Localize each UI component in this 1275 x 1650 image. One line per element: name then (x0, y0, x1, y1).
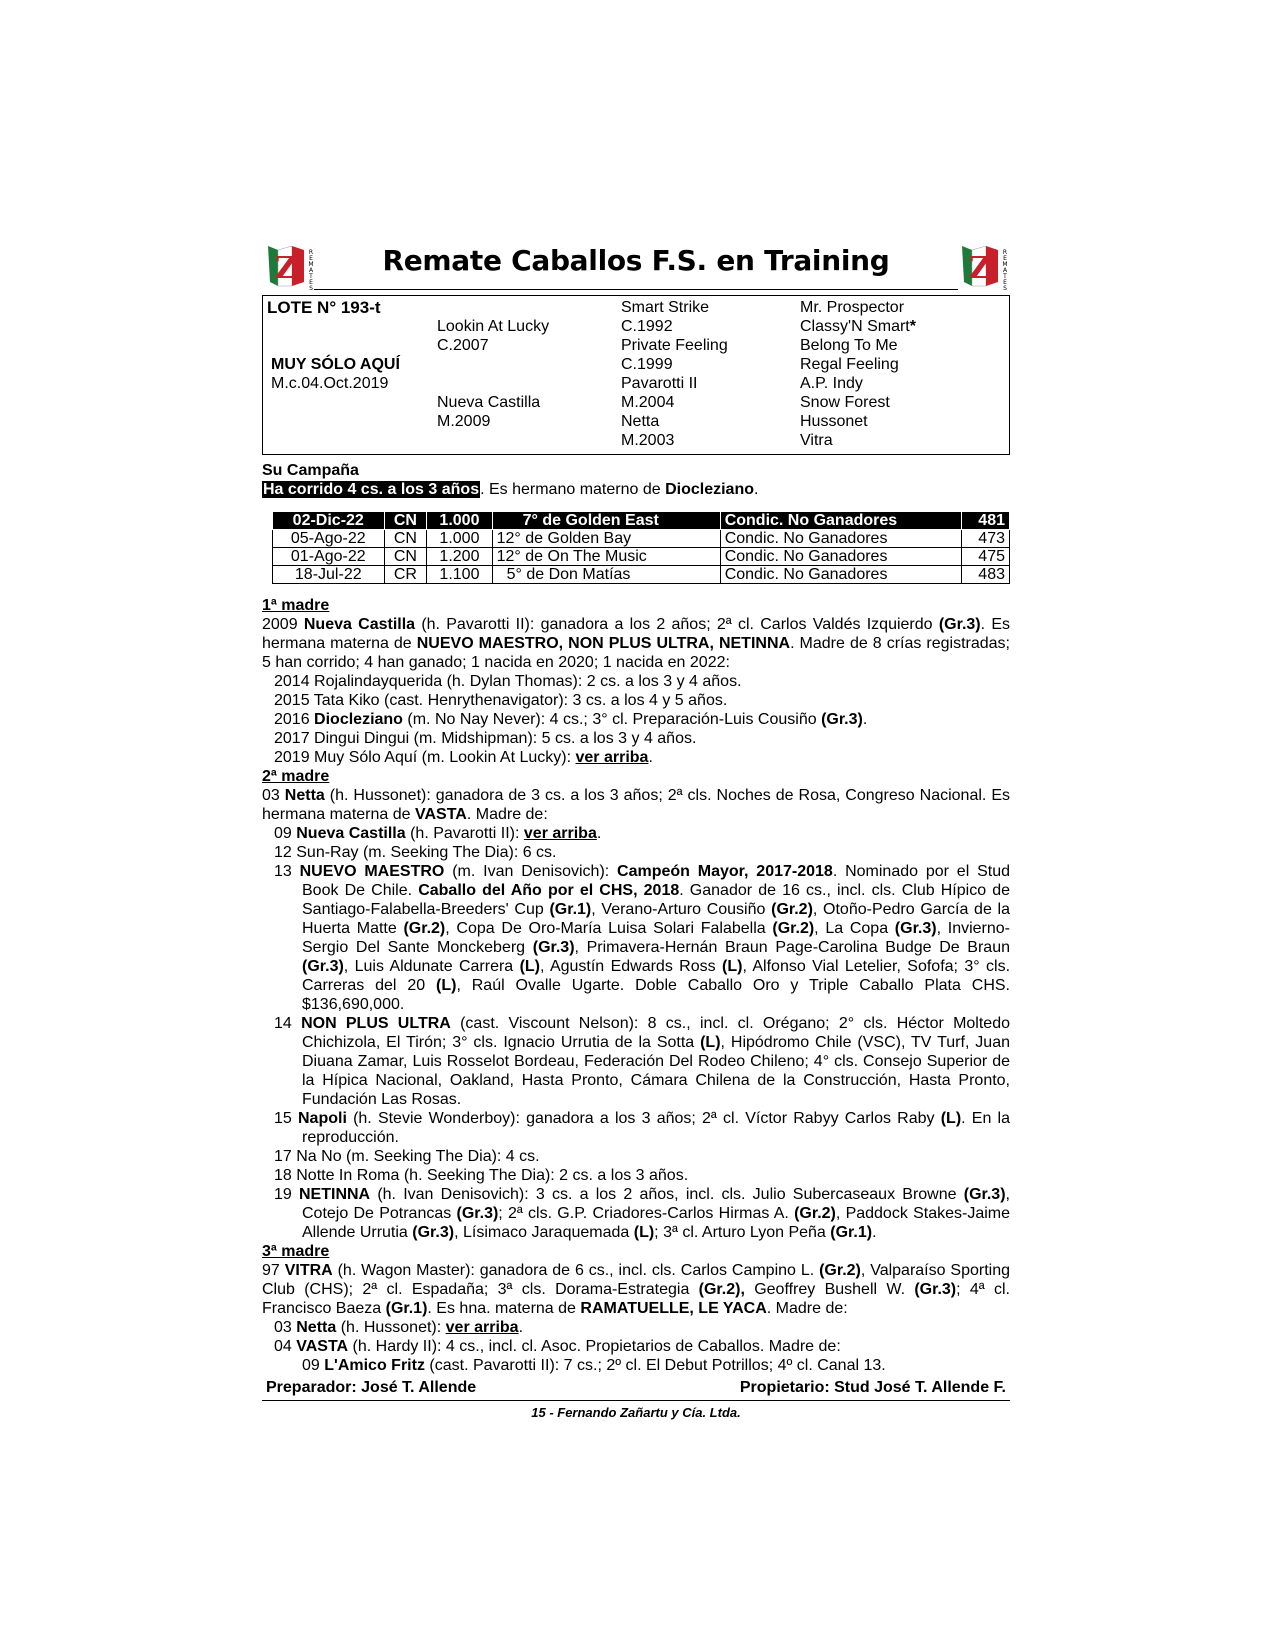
text-segment: . (648, 749, 653, 766)
bold-segment: (Gr.2), (698, 1281, 745, 1298)
pedigree-entry: Belong To Me (800, 337, 898, 354)
zanartu-logo-icon (958, 242, 1010, 290)
text-segment: (m. Ivan Denisovich): (444, 863, 618, 880)
text-segment: , Alfonso Vial Letelier, Sofofa; 3° cls. Carreras del 20 (302, 958, 1011, 994)
offspring-item (262, 1166, 1010, 1185)
offspring-item (262, 1147, 1010, 1166)
bold-segment: (Gr.2) (771, 901, 813, 918)
text-segment: 97 (262, 1262, 285, 1279)
bold-segment: NON PLUS ULTRA (301, 1015, 451, 1032)
bold-segment: (Gr.2) (772, 920, 815, 937)
bold-segment: (Gr.3) (914, 1281, 957, 1298)
bold-segment: (Gr.3) (821, 711, 863, 728)
race-table (272, 511, 1010, 584)
text-segment: (h. Hussonet): ganadora de 3 cs. a los 3 años; 2ª cls. Noches de Rosa, Congreso Nacional. Es hermana materna de (262, 787, 1010, 823)
pedigree-entry: Hussonet (800, 413, 868, 430)
bold-segment: (L) (722, 958, 743, 975)
dam-name: Nueva Castilla (437, 394, 541, 411)
pedigree-entry: Private Feeling (621, 337, 728, 354)
text-segment: 04 (274, 1338, 297, 1355)
svg-text:Z: Z (969, 251, 991, 286)
text-segment: , Paddock Stakes-Jaime Allende Urrutia (302, 1205, 1011, 1241)
text-segment: 2016 (274, 711, 315, 728)
text-segment: (cast. Viscount Nelson): 8 cs., incl. cl. Orégano; 2° cls. Héctor Moltedo Chichizola, El Tirón; 3° cls. Ignacio Urrutia de la Sotta (302, 1015, 1010, 1051)
offspring-item (262, 1014, 1010, 1109)
text-segment: , Copa De Oro-María Luisa Solari Falabella (445, 920, 773, 937)
text-segment: 2017 Dingui Dingui (m. Midshipman): 5 cs. a los 3 y 4 años. (274, 730, 697, 747)
campaign-title: Su Campaña (262, 462, 359, 479)
text-segment: . Nominado por el Stud Book De Chile. (302, 863, 1010, 899)
bold-segment: Netta (284, 787, 325, 804)
pedigree-col-horse (267, 298, 400, 393)
svg-text:R: R (308, 249, 314, 256)
svg-text:E: E (309, 279, 313, 286)
race-type: CR (384, 566, 427, 584)
bold-segment: (Gr.3) (412, 1224, 455, 1241)
offspring-item (262, 1185, 1010, 1242)
svg-text:R: R (1002, 249, 1008, 256)
text-segment: , Hipódromo Chile (VSC), TV Turf, Juan Diuana Zamar, Luis Rosselot Bordeau, Federación Del Rodeo Chileno; 4° cls. Consejo Superior de la Hípica Nacional, Oakland, Hasta Pronto, Cámara Chilena de la Construcción, Hasta Pronto, Fundación Las Rosas. (302, 1034, 1010, 1108)
bold-segment: Nueva Castilla (303, 616, 416, 633)
svg-text:A: A (1002, 267, 1008, 274)
race-row (273, 512, 1010, 530)
race-date: 01-Ago-22 (273, 548, 385, 566)
bold-segment: (Gr.3) (894, 920, 937, 937)
text-segment: . (872, 1224, 877, 1241)
race-type: CN (384, 530, 427, 548)
horse-birth: M.c.04.Oct.2019 (271, 375, 389, 392)
text-segment: , Lísimaco Jaraquemada (454, 1224, 634, 1241)
bold-segment: VITRA (284, 1262, 333, 1279)
title-divider (314, 289, 958, 290)
race-date: 05-Ago-22 (273, 530, 385, 548)
bold-segment: Campeón Mayor, 2017-2018 (617, 863, 833, 880)
zanartu-logo-icon (264, 242, 316, 290)
text-segment: . Madre de 8 crías registradas; 5 han corrido; 4 han ganado; 1 nacida en 2020; 1 nacida en 2022: (262, 635, 1011, 671)
bold-segment: L'Amico Fritz (324, 1357, 425, 1374)
madre-3-description (262, 1261, 1010, 1318)
text-segment: 2009 (262, 616, 304, 633)
bold-segment: NUEVO MAESTRO, NON PLUS ULTRA, NETINNA (416, 635, 791, 652)
madre-2-section (262, 767, 1010, 1242)
pedigree-col-grandparents (621, 298, 728, 450)
bold-segment: ver arriba (523, 825, 597, 842)
offspring-item (262, 672, 1010, 691)
text-segment: . Es hna. materna de (427, 1300, 581, 1317)
svg-text:T: T (1003, 273, 1007, 280)
bold-segment: (L) (940, 1110, 962, 1127)
text-segment: ; 4ª cl. Francisco Baeza (262, 1281, 1010, 1317)
bold-segment: (L) (436, 977, 457, 994)
text-segment: . (518, 1319, 524, 1336)
race-row (273, 566, 1010, 584)
text-segment: 14 (274, 1015, 302, 1032)
text-segment: (h. Pavarotti II): (405, 825, 524, 842)
madre-1-section (262, 596, 1010, 767)
text-segment: 19 (274, 1186, 299, 1203)
text-segment: 09 (274, 825, 297, 842)
svg-text:T: T (309, 273, 313, 280)
bold-segment: (Gr.1) (385, 1300, 428, 1317)
race-weight: 475 (962, 548, 1010, 566)
madre-2-offspring (262, 824, 1010, 1242)
campaign-section (262, 461, 1010, 499)
svg-text:A: A (308, 267, 314, 274)
dam-birth: M.2009 (437, 413, 491, 430)
text-segment: , Primavera-Hernán Braun Page-Carolina Budge De Braun (574, 939, 1010, 956)
race-date: 02-Dic-22 (273, 512, 385, 530)
offspring-item (262, 824, 1010, 843)
pedigree-col-parents (437, 298, 549, 431)
offspring-item (262, 729, 1010, 748)
text-segment: (h. Hussonet): (336, 1319, 446, 1336)
bold-segment: Diocleziano (314, 711, 403, 728)
text-segment: 03 (262, 787, 285, 804)
pedigree-entry: Regal Feeling (800, 356, 899, 373)
offspring-item (262, 1109, 1010, 1147)
madre-1-offspring (262, 672, 1010, 767)
bold-segment: Netta (296, 1319, 337, 1336)
pedigree-entry: Classy'N Smart (800, 318, 910, 335)
race-result: 12° de On The Music (492, 548, 720, 566)
text-segment: Geoffrey Bushell W. (744, 1281, 915, 1298)
pedigree-box (262, 295, 1010, 455)
pedigree-entry: Pavarotti II (621, 375, 698, 392)
footer-credits (262, 1378, 1010, 1397)
svg-text:S: S (309, 285, 313, 290)
offspring-item (262, 843, 1010, 862)
pedigree-entry: A.P. Indy (800, 375, 863, 392)
bold-segment: (Gr.3) (456, 1205, 499, 1222)
madre-3-section (262, 1242, 1010, 1375)
text-segment: , La Copa (814, 920, 895, 937)
bold-segment: VASTA (296, 1338, 349, 1355)
text-segment: , Invierno-Sergio Del Sante Monckeberg (302, 920, 1010, 956)
text-segment: , Raúl Ovalle Ugarte. Doble Caballo Oro y Triple Caballo Plata CHS. $136,690,000. (302, 977, 1010, 1013)
race-date: 18-Jul-22 (273, 566, 385, 584)
race-distance: 1.000 (427, 512, 492, 530)
race-type: CN (384, 548, 427, 566)
race-distance: 1.000 (427, 530, 492, 548)
bold-segment: (L) (700, 1034, 721, 1051)
sire-name: Lookin At Lucky (437, 318, 550, 335)
text-segment: , Otoño-Pedro García de la Huerta Matte (302, 901, 1011, 937)
svg-text:M: M (308, 261, 314, 268)
bold-segment: ver arriba (445, 1319, 519, 1336)
bold-segment: NETINNA (299, 1186, 371, 1203)
bold-segment: (Gr.2) (794, 1205, 836, 1222)
text-segment: 2019 Muy Sólo Aquí (m. Lookin At Lucky): (274, 749, 576, 766)
text-segment: 2014 Rojalindayquerida (h. Dylan Thomas): 2 cs. a los 3 y 4 años. (274, 673, 742, 690)
bold-segment: VASTA (414, 806, 467, 823)
pedigree-entry: M.2003 (621, 432, 675, 449)
section-title: 1ª madre (262, 597, 330, 614)
text-segment: . Ganador de 16 cs., incl. cls. Club Hípico de Santiago-Falabella-Breeders' Cup (302, 882, 1010, 918)
sire-birth: C.2007 (437, 337, 489, 354)
race-condition: Condic. No Ganadores (720, 512, 962, 530)
campaign-summary: Ha corrido 4 cs. a los 3 años. Es hermano materno de Diocleziano. (263, 481, 759, 498)
bold-segment: ver arriba (575, 749, 649, 766)
race-result: 12° de Golden Bay (492, 530, 720, 548)
bold-segment: (Gr.3) (963, 1186, 1006, 1203)
bold-segment: Nueva Castilla (296, 825, 406, 842)
text-segment: . Es hermana materna de (262, 616, 1011, 652)
svg-text:S: S (1003, 285, 1007, 290)
bold-segment: (Gr.3) (302, 958, 344, 975)
campaign-highlight: Ha corrido 4 cs. a los 3 años (263, 481, 480, 498)
bold-segment: (L) (633, 1224, 655, 1241)
trainer: Preparador: José T. Allende (266, 1379, 477, 1396)
text-segment: , Verano-Arturo Cousiño (591, 901, 772, 918)
race-weight: 473 (962, 530, 1010, 548)
text-segment: 13 (274, 863, 300, 880)
bold-segment: Napoli (298, 1110, 347, 1127)
text-segment: 17 Na No (m. Seeking The Dia): 4 cs. (274, 1148, 540, 1165)
bold-segment: (Gr.2) (403, 920, 446, 937)
text-segment: . En la reproducción. (302, 1110, 1011, 1146)
madre-3-sub-offspring (262, 1356, 1010, 1375)
bold-segment: (Gr.1) (830, 1224, 873, 1241)
star-mark: * (909, 318, 916, 335)
bold-segment: (Gr.1) (549, 901, 592, 918)
offspring-item (262, 1318, 1010, 1337)
text-segment: (h. Hardy II): 4 cs., incl. cl. Asoc. Propietarios de Caballos. Madre de: (348, 1338, 841, 1355)
madre-3-offspring (262, 1318, 1010, 1356)
offspring-item (262, 691, 1010, 710)
svg-text:E: E (1003, 255, 1007, 262)
madre-1-description (262, 615, 1010, 672)
text-segment: 15 (274, 1110, 298, 1127)
race-result: 7° de Golden East (492, 512, 720, 530)
race-condition: Condic. No Ganadores (720, 566, 962, 584)
text-segment: . (862, 711, 868, 728)
race-weight: 481 (962, 512, 1010, 530)
text-segment: . Madre de: (466, 806, 548, 823)
pedigree-entry: C.1999 (621, 356, 673, 373)
text-segment: , Agustín Edwards Ross (540, 958, 723, 975)
race-weight: 483 (962, 566, 1010, 584)
pedigree-entry: M.2004 (621, 394, 675, 411)
offspring-item (262, 862, 1010, 1014)
text-segment: ; 2ª cls. G.P. Criadores-Carlos Hirmas A. (498, 1205, 795, 1222)
bold-segment: (L) (519, 958, 541, 975)
pedigree-entry: Mr. Prospector (800, 299, 905, 316)
race-type: CN (384, 512, 427, 530)
svg-text:M: M (1002, 261, 1008, 268)
race-row (273, 548, 1010, 566)
race-distance: 1.200 (427, 548, 492, 566)
page-title: Remate Caballos F.S. en Training (382, 244, 890, 277)
text-segment: 2015 Tata Kiko (cast. Henrythenavigator): 3 cs. a los 4 y 5 años. (274, 692, 728, 709)
text-segment: (h. Pavarotti II): ganadora a los 2 años; 2ª cl. Carlos Valdés Izquierdo (415, 616, 939, 633)
madre-2-description (262, 786, 1010, 824)
pedigree-entry: Snow Forest (800, 394, 890, 411)
text-segment: ; 3ª cl. Arturo Lyon Peña (654, 1224, 831, 1241)
text-segment: (h. Ivan Denisovich): 3 cs. a los 2 años, incl. cls. Julio Subercaseaux Browne (370, 1186, 964, 1203)
document-page (262, 240, 1010, 1420)
text-segment: 18 Notte In Roma (h. Seeking The Dia): 2 cs. a los 3 años. (274, 1167, 689, 1184)
header (262, 240, 1010, 292)
bold-segment: RAMATUELLE, LE YACA (580, 1300, 767, 1317)
text-segment: (h. Wagon Master): ganadora de 6 cs., incl. cls. Carlos Campino L. (332, 1262, 820, 1279)
bold-segment: NUEVO MAESTRO (299, 863, 445, 880)
text-segment: (m. No Nay Never): 4 cs.; 3° cl. Preparación-Luis Cousiño (402, 711, 822, 728)
race-condition: Condic. No Ganadores (720, 548, 962, 566)
pedigree-entry: C.1992 (621, 318, 673, 335)
footer-divider (262, 1400, 1010, 1401)
bold-segment: (Gr.3) (532, 939, 575, 956)
svg-text:Z: Z (275, 251, 297, 286)
offspring-item (262, 710, 1010, 729)
page-number: 15 - Fernando Zañartu y Cía. Ltda. (531, 1405, 741, 1420)
section-title: 2ª madre (262, 768, 330, 785)
owner: Propietario: Stud José T. Allende F. (739, 1379, 1006, 1396)
text-segment: . Madre de: (766, 1300, 848, 1317)
offspring-item (262, 1337, 1010, 1356)
text-segment: , Luis Aldunate Carrera (343, 958, 520, 975)
pedigree-entry: Smart Strike (621, 299, 710, 316)
offspring-item (262, 748, 1010, 767)
race-condition: Condic. No Ganadores (720, 530, 962, 548)
text-segment: , Cotejo De Potrancas (302, 1186, 1010, 1222)
pedigree-col-great-grandparents (800, 298, 916, 450)
bold-segment: Caballo del Año por el CHS, 2018 (418, 882, 680, 899)
bold-segment: (Gr.2) (819, 1262, 861, 1279)
text-segment: (cast. Pavarotti II): 7 cs.; 2º cl. El Debut Potrillos; 4º cl. Canal 13. (424, 1357, 886, 1374)
horse-name: MUY SÓLO AQUÍ (271, 356, 400, 373)
lot-number: LOTE N° 193-t (267, 298, 381, 317)
pedigree-entry: Vitra (800, 432, 833, 449)
pedigree-entry: Netta (621, 413, 660, 430)
bold-segment: (Gr.3) (938, 616, 981, 633)
text-segment: , Valparaíso Sporting Club (CHS); 2ª cl. Espadaña; 3ª cls. Dorama-Estrategia (262, 1262, 1011, 1298)
svg-text:E: E (1003, 279, 1007, 286)
text-segment: (h. Stevie Wonderboy): ganadora a los 3 años; 2ª cl. Víctor Rabyy Carlos Raby (346, 1110, 941, 1127)
text-segment: . (596, 825, 602, 842)
text-segment: 12 Sun-Ray (m. Seeking The Dia): 6 cs. (274, 844, 557, 861)
text-segment: 03 (274, 1319, 297, 1336)
race-distance: 1.100 (427, 566, 492, 584)
svg-text:E: E (309, 255, 313, 262)
race-row (273, 530, 1010, 548)
text-segment: 09 (302, 1357, 325, 1374)
section-title: 3ª madre (262, 1243, 330, 1260)
race-result: 5° de Don Matías (492, 566, 720, 584)
